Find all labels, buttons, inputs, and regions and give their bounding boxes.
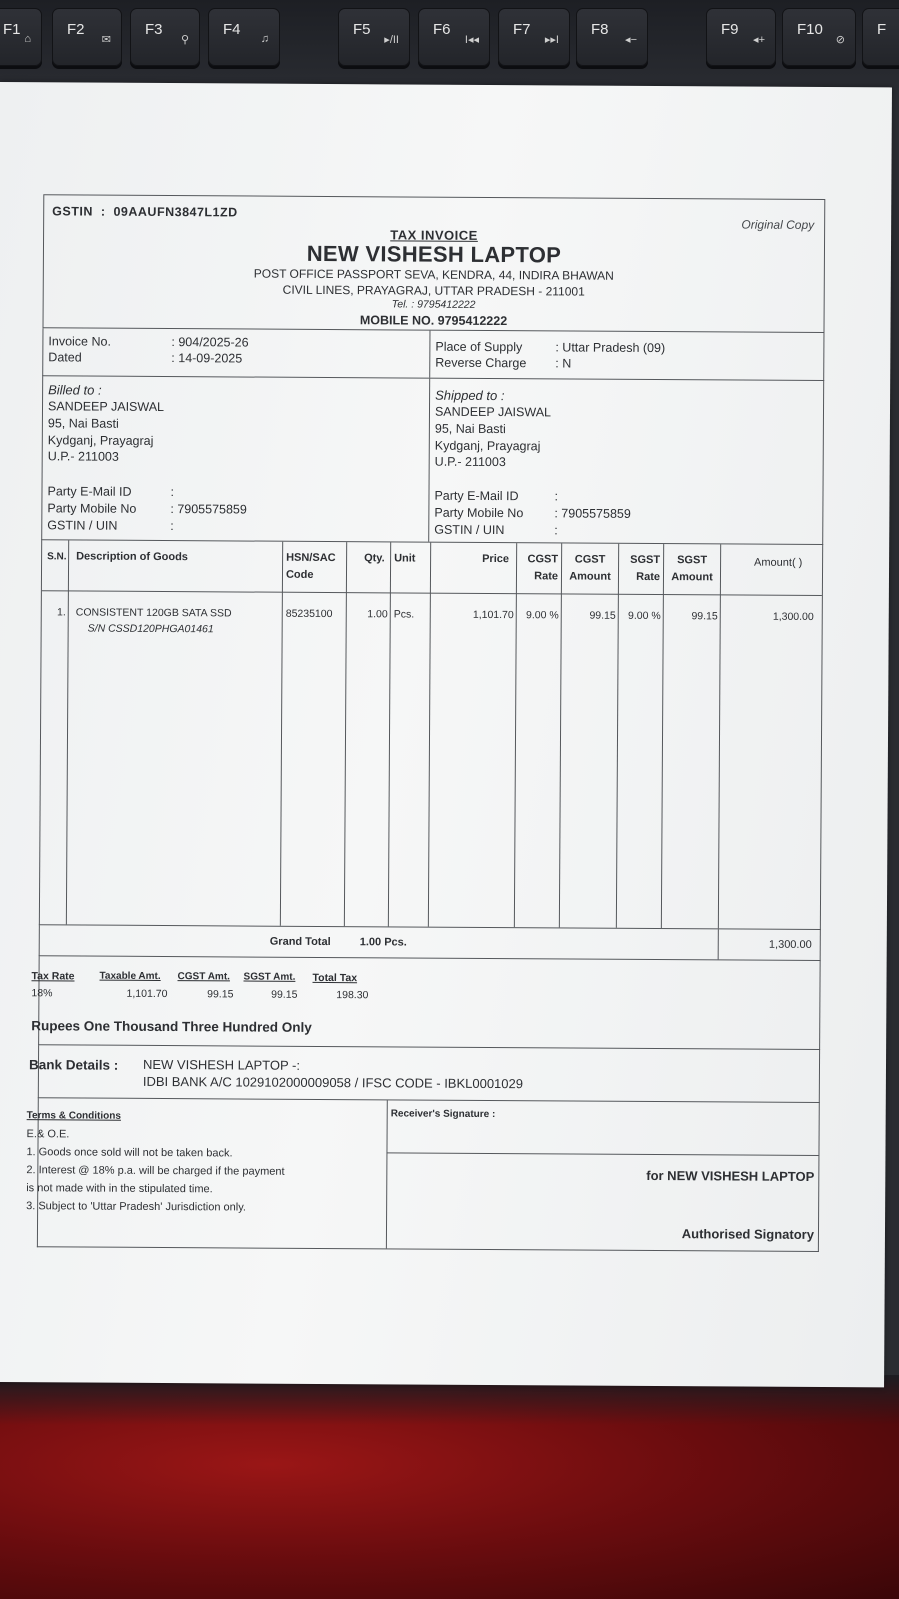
col-sgst-rate: SGST Rate [630, 553, 661, 584]
billed-name: SANDEEP JAISWAL [47, 399, 165, 415]
key-f1: F1 ⌂ [0, 8, 42, 66]
key-f5: F5 ▸/II [338, 8, 410, 66]
cgst-amount: 99.15 [207, 988, 234, 1001]
terms-heading: Terms & Conditions [26, 1110, 121, 1122]
key-f2: F2 ✉ [52, 8, 122, 66]
key-f7: F7 ▸▸I [498, 8, 570, 66]
mail-icon: ✉ [101, 34, 111, 46]
copy-type: Original Copy [741, 217, 815, 232]
key-f3: F3 ⚲ [130, 8, 200, 66]
authorised-signatory: Authorised Signatory [681, 1226, 815, 1242]
invoice-number: : 904/2025-26 [171, 335, 249, 350]
tax-invoice [26, 194, 825, 1252]
tax-summary: Tax Rate Taxable Amt. CGST Amt. SGST Amt. Total Tax 18% 1,101.70 99.15 99.15 198.30 Rupees One Thousand Three Hundred Only [38, 956, 821, 1050]
previous-track-icon: I◂◂ [464, 34, 479, 46]
place-of-supply-label: Place of Supply [435, 339, 523, 355]
next-track-icon: ▸▸I [544, 34, 559, 46]
col-description: Description of Goods [76, 550, 188, 564]
document-title: TAX INVOICE [390, 227, 478, 243]
col-sgst-amount: SGST Amount [671, 554, 713, 584]
item-cgst-rate: 9.00 % [526, 609, 559, 622]
col-hsn: HSN/SAC Code [285, 551, 336, 581]
company-address-line2: CIVIL LINES, PRAYAGRAJ, UTTAR PRADESH - 211001 [282, 282, 585, 299]
billed-to: Billed to : SANDEEP JAISWAL 95, Nai Basti Kydganj, Prayagraj U.P.- 211003 Party E-Mail ID : Party Mobile No : 7905575859 GSTIN / UIN : [47, 382, 247, 534]
item-unit: Pcs. [393, 608, 415, 621]
item-price: 1,101.70 [472, 608, 514, 622]
item-qty: 1.00 [367, 608, 388, 621]
col-unit: Unit [394, 552, 416, 565]
invoice-header [42, 194, 825, 333]
mute-icon: ⊘ [835, 34, 845, 46]
table-row: 1. CONSISTENT 120GB SATA SSD S/N CSSD120PHGA01461 85235100 1.00 Pcs. 1,101.70 9.00 % 99.15 9.00 % 99.15 1,300.00 [56, 606, 814, 636]
shipped-to: Shipped to : SANDEEP JAISWAL 95, Nai Basti Kydganj, Prayagraj U.P.- 211003 Party E-Mail ID : Party Mobile No : 7905575859 GSTIN / UIN : [434, 387, 631, 538]
item-sgst-amount: 99.15 [691, 610, 718, 623]
bank-label: Bank Details : [28, 1057, 119, 1073]
play-pause-icon: ▸/II [384, 34, 399, 46]
tax-rate: 18% [31, 987, 53, 1000]
volume-up-icon: ◂+ [753, 34, 765, 46]
col-price: Price [482, 552, 510, 566]
reverse-charge: : N [555, 356, 572, 371]
place-of-supply: : Uttar Pradesh (09) [555, 340, 666, 356]
item-cgst-amount: 99.15 [589, 609, 616, 622]
for-company: for NEW VISHESH LAPTOP [646, 1167, 815, 1184]
volume-down-icon: ◂− [625, 34, 637, 46]
taxable-amount: 1,101.70 [126, 987, 168, 1001]
amount-in-words: Rupees One Thousand Three Hundred Only [31, 1018, 312, 1035]
bank-name: NEW VISHESH LAPTOP -: [142, 1056, 301, 1073]
invoice-date: : 14-09-2025 [171, 351, 243, 366]
grand-total-label: Grand Total [269, 935, 331, 949]
grand-total-amount: 1,300.00 [768, 938, 812, 951]
music-icon: ♫ [260, 33, 269, 45]
invoice-paper [0, 82, 892, 1387]
col-qty: Qty. [364, 552, 385, 565]
sgst-amount: 99.15 [271, 988, 298, 1001]
search-icon: ⚲ [180, 34, 189, 46]
key-f10: F10 ⊘ [782, 8, 856, 66]
key-f4: F4 ♫ [208, 8, 280, 66]
reverse-charge-label: Reverse Charge [435, 355, 527, 371]
seller-gstin: GSTIN : 09AAUFN3847L1ZD [52, 204, 238, 220]
billed-mobile: : 7905575859 [170, 502, 247, 517]
bank-account: IDBI BANK A/C 1029102000009058 / IFSC CODE - IBKL0001029 [142, 1073, 524, 1092]
col-cgst-rate: CGST Rate [527, 553, 559, 583]
invoice-number-label: Invoice No. [48, 334, 111, 349]
col-amount: Amount( ) [754, 556, 803, 569]
invoice-date-label: Dated [48, 350, 82, 365]
key-f8: F8 ◂− [576, 8, 648, 66]
company-name: NEW VISHESH LAPTOP [306, 240, 562, 268]
terms-and-signature: Terms & Conditions E.& O.E. 1. Goods once sold will not be taken back. 2. Interest @ 18% p.a. will be charged if the payment is not made with in the stipulated time. 3. Subject to 'Uttar Pradesh' Jurisdiction only. Receiver's Signature : for NEW VISHESH LAPTOP Authorised Signatory [37, 1098, 820, 1252]
item-hsn: 85235100 [285, 607, 333, 621]
grand-total-row [39, 925, 821, 961]
key-f6: F6 I◂◂ [418, 8, 490, 66]
item-description: CONSISTENT 120GB SATA SSD [75, 606, 232, 620]
total-tax: 198.30 [336, 989, 369, 1002]
company-address-line1: POST OFFICE PASSPORT SEVA, KENDRA, 44, INDIRA BHAWAN [253, 266, 614, 283]
goods-table [39, 540, 823, 930]
key-f9: F9 ◂+ [706, 8, 776, 66]
col-cgst-amount: CGST Amount [569, 553, 611, 583]
company-telephone: Tel. : 9795412222 [391, 298, 476, 311]
item-sgst-rate: 9.00 % [628, 609, 661, 623]
item-amount: 1,300.00 [772, 610, 814, 623]
receiver-signature: Receiver's Signature : [390, 1108, 496, 1121]
home-icon: ⌂ [24, 33, 31, 45]
bank-details [28, 1045, 820, 1103]
shipped-name: SANDEEP JAISWAL [434, 404, 552, 420]
company-mobile: MOBILE NO. 9795412222 [359, 313, 508, 329]
key-f11: F [862, 8, 899, 66]
grand-total-qty: 1.00 Pcs. [359, 936, 407, 949]
shipped-mobile: : 7905575859 [554, 506, 631, 521]
col-sn: S.N. [47, 551, 67, 563]
item-serial: S/N CSSD120PHGA01461 [87, 622, 214, 636]
